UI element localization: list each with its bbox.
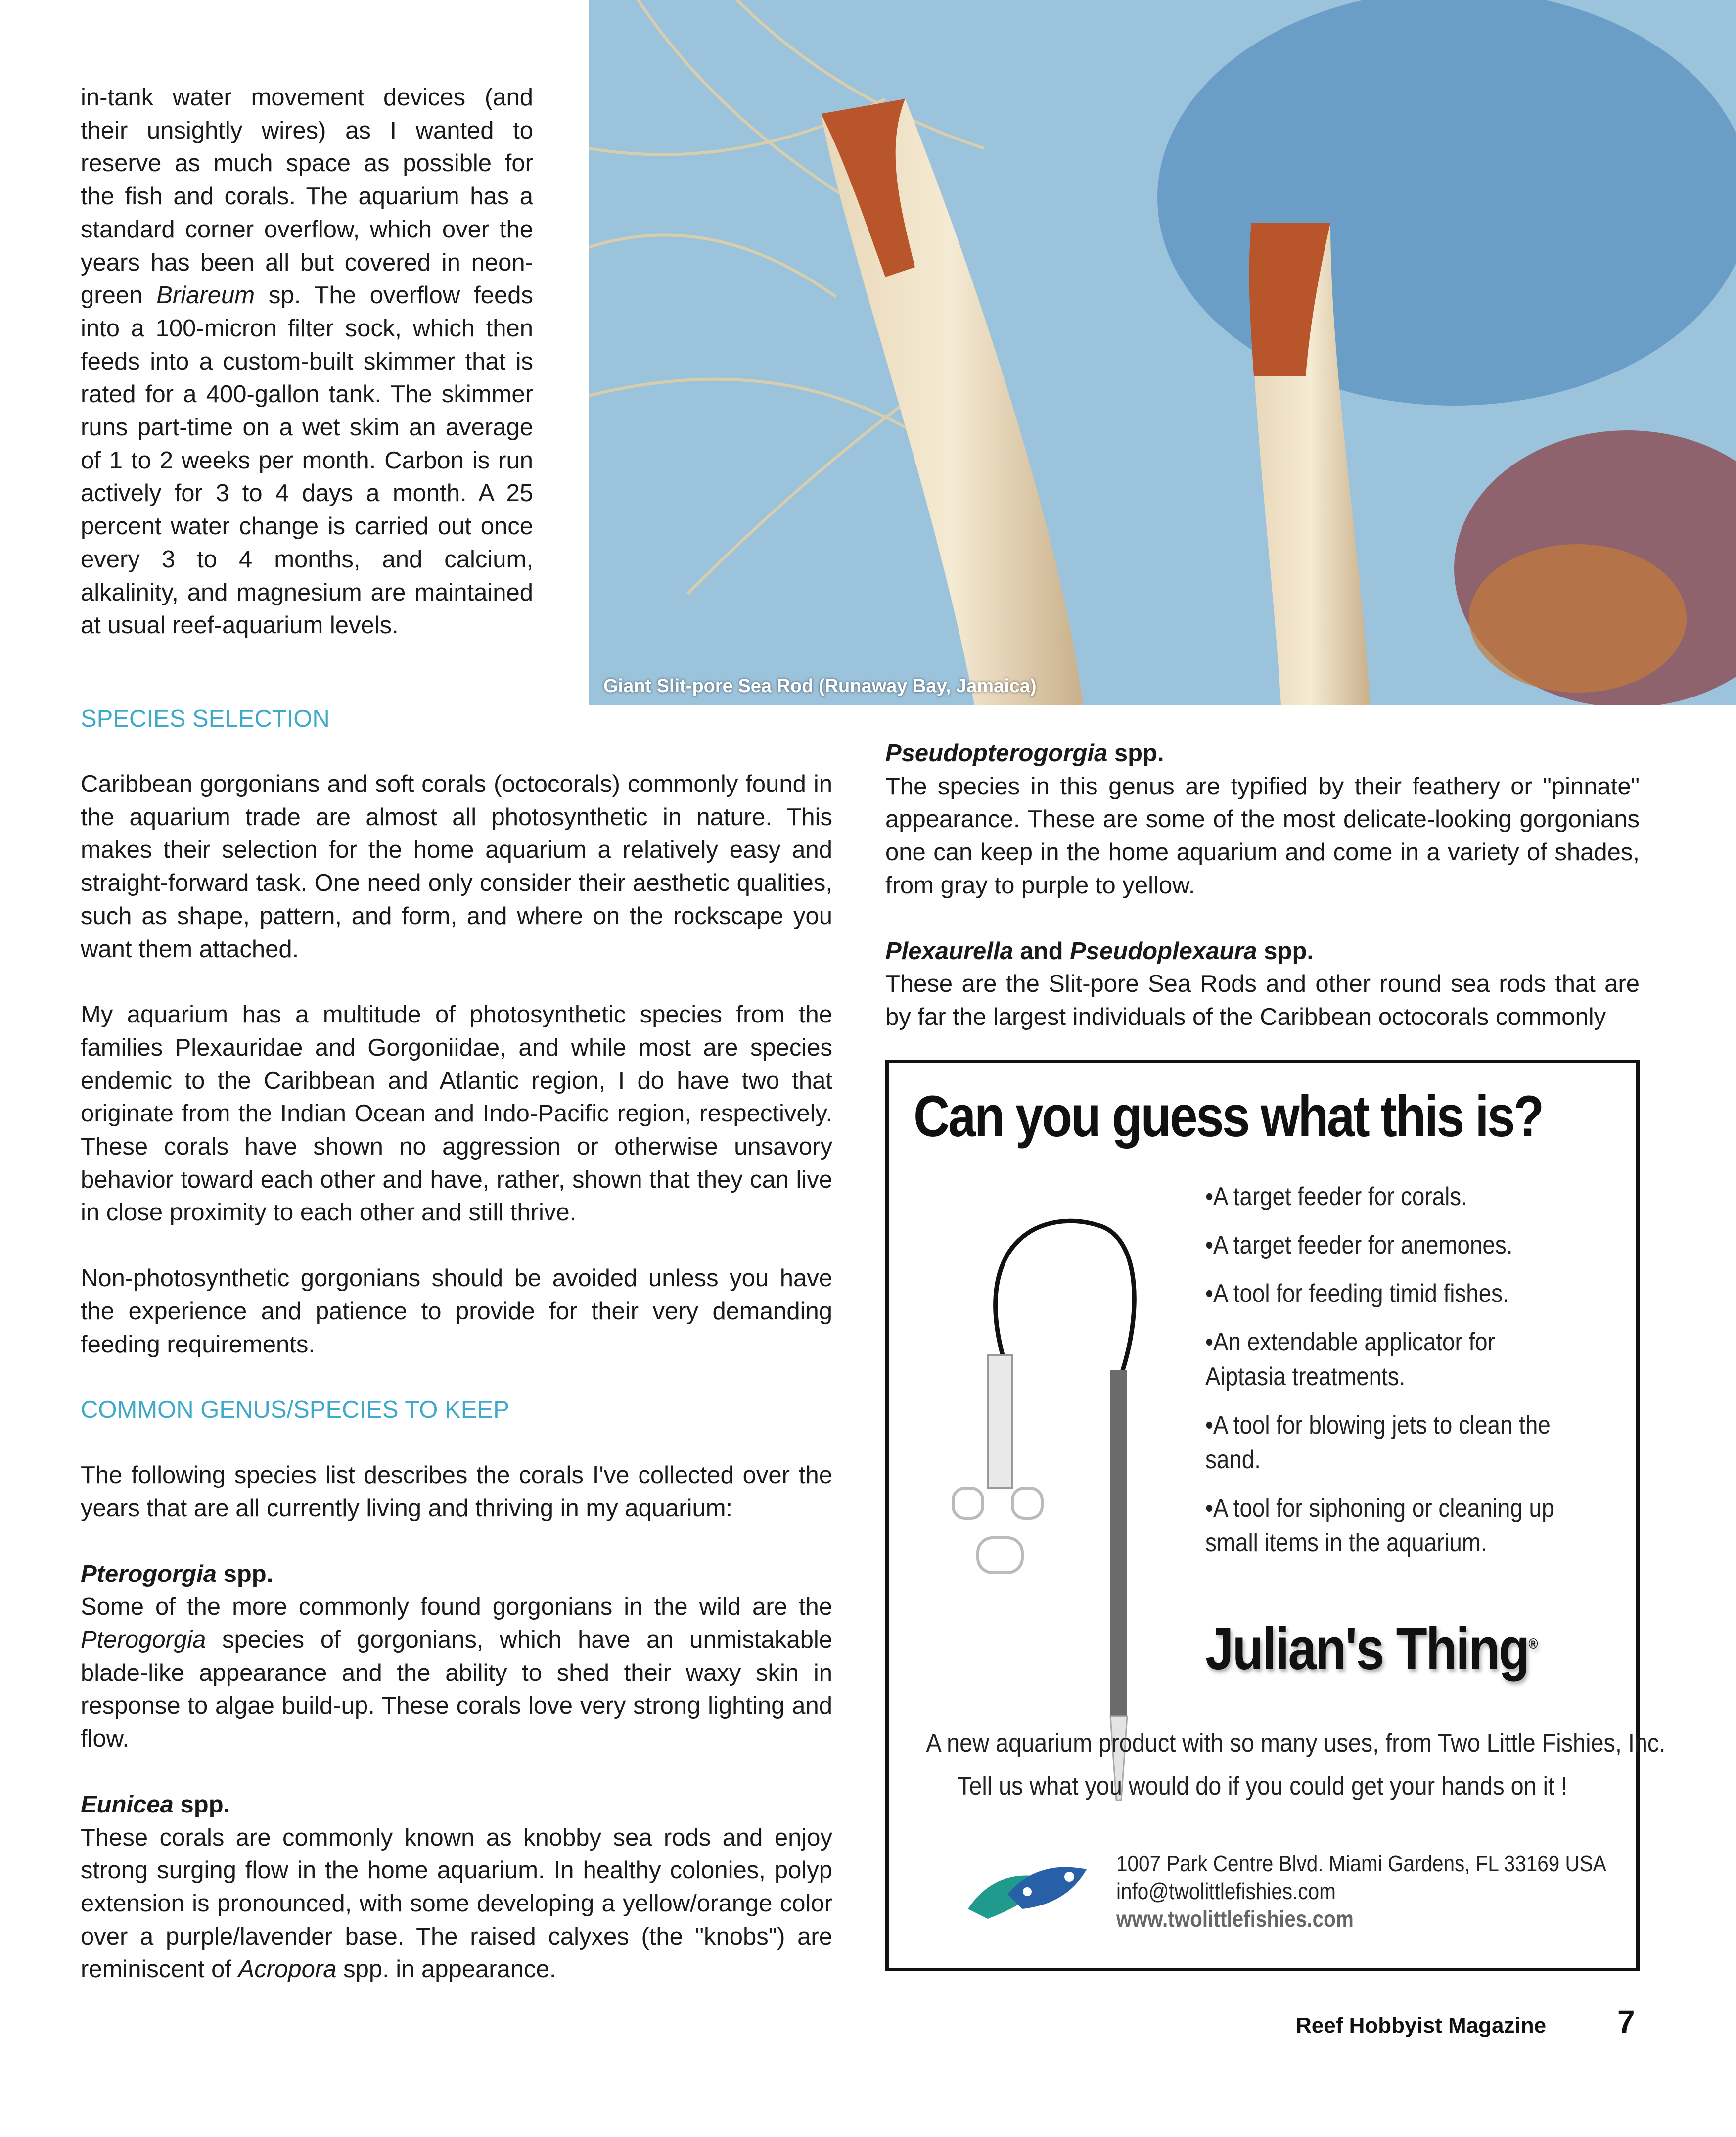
section-heading-species-selection: SPECIES SELECTION (81, 705, 330, 732)
ad-bullet: • A target feeder for anemones. (1205, 1228, 1562, 1262)
intro-column (81, 81, 533, 642)
ad-bullet: • A target feeder for corals. (1205, 1179, 1562, 1214)
pseudoplexaura-genus: Pseudoplexaura (1070, 937, 1257, 965)
species-heading-eunicea (81, 1788, 832, 1821)
plexaurella-suffix: spp. (1257, 937, 1314, 965)
footer-page-number: 7 (1617, 2004, 1635, 2040)
species-heading-pterogorgia (81, 1558, 832, 1591)
sea-rod-illustration (589, 0, 1736, 705)
two-little-fishies-logo-icon (953, 1850, 1101, 1929)
trademark-symbol: ® (1528, 1636, 1538, 1652)
ad-tagline-1: A new aquarium product with so many uses, from Two Little Fishies, Inc. (926, 1729, 1666, 1758)
eunicea-genus: Eunicea (81, 1791, 174, 1818)
pterogorgia-suffix: spp. (216, 1560, 274, 1587)
syringe-icon (943, 1192, 1151, 1805)
plexaurella-and: and (1013, 937, 1070, 965)
ad-bullet: • A tool for siphoning or cleaning up small items in the aquarium. (1205, 1491, 1562, 1560)
species-selection-paragraph-3: Non-photosynthetic gorgonians should be avoided unless you have the experience and patience to provide for their very demanding feeding requirements. (81, 1265, 832, 1358)
left-column (81, 702, 832, 1986)
eunicea-italic: Acropora (238, 1956, 337, 1983)
pterogorgia-description (81, 1590, 832, 1756)
ad-bullet: • A tool for feeding timid fishes. (1205, 1276, 1562, 1311)
ad-contact-block (1116, 1850, 1606, 1933)
intro-italic: Briareum (156, 282, 255, 309)
eunicea-description (81, 1821, 832, 1987)
pseudopterogorgia-genus: Pseudopterogorgia (885, 740, 1108, 767)
species-selection-paragraph-1: Caribbean gorgonians and soft corals (octocorals) commonly found in the aquarium trade are almost all photosynthetic in nature. This makes their selection for the home aquarium a relatively easy and straight-forward task. One need only consider their aesthetic qualities, such as shape, pattern, and form, and where on the rockscape you want them attached. (81, 771, 832, 963)
intro-text-2: sp. The overflow feeds into a 100-micron filter sock, which then feeds into a custom-built skimmer that is rated for a 400-gallon tank. The skimmer runs part-time on a wet skim an average of 1 to 2 weeks per month. Carbon is run actively for 3 to 4 days a month. A 25 percent water change is carried out once every 3 to 4 months, and calcium, alkalinity, and magnesium are maintained at usual reef-aquarium levels. (81, 282, 534, 639)
ad-email[interactable]: info@twolittlefishies.com (1116, 1878, 1336, 1904)
eunicea-suffix: spp. (173, 1791, 230, 1818)
species-heading-plexaurella (885, 935, 1640, 968)
ad-bullet: • An extendable applicator for Aiptasia treatments. (1205, 1325, 1562, 1394)
ad-address: 1007 Park Centre Blvd. Miami Gardens, FL 33169 USA (1116, 1851, 1606, 1876)
section-heading-common-genus: COMMON GENUS/SPECIES TO KEEP (81, 1396, 509, 1424)
ad-tagline-2: Tell us what you would do if you could get your hands on it ! (957, 1772, 1568, 1801)
coral-photo (589, 0, 1736, 705)
ad-product-name (1205, 1615, 1538, 1683)
product-name-text: Julian's Thing (1205, 1616, 1529, 1682)
pseudopterogorgia-suffix: spp. (1107, 740, 1164, 767)
ad-bullet: • A tool for blowing jets to clean the sand. (1205, 1408, 1562, 1477)
footer-magazine-name: Reef Hobbyist Magazine (1296, 2013, 1547, 2038)
photo-caption: Giant Slit-pore Sea Rod (Runaway Bay, Jamaica) (603, 676, 1037, 697)
pterogorgia-text-a: Some of the more commonly found gorgonians in the wild are the (81, 1593, 832, 1621)
pterogorgia-genus: Pterogorgia (81, 1560, 217, 1587)
eunicea-text-b: spp. in appearance. (336, 1956, 556, 1983)
intro-paragraph (81, 81, 533, 642)
common-genus-intro: The following species list describes the corals I've collected over the years that are all currently living and thriving in my aquarium: (81, 1462, 832, 1522)
species-heading-pseudopterogorgia (885, 737, 1640, 770)
species-selection-paragraph-2: My aquarium has a multitude of photosynthetic species from the families Plexauridae and Gorgoniidae, and while most are species endemic to the Caribbean and Atlantic region, I do have two that originate from the Indian Ocean and Indo-Pacific region, respectively. These corals have shown no aggression or otherwise unsavory behavior toward each other and have, rather, shown that they can live in close proximity to each other and still thrive. (81, 1001, 832, 1226)
plexaurella-description: These are the Slit-pore Sea Rods and other round sea rods that are by far the largest individuals of the Caribbean octocorals commonly (885, 971, 1640, 1030)
right-column (885, 737, 1640, 1034)
ad-website-link[interactable]: www.twolittlefishies.com (1116, 1906, 1354, 1932)
ad-bullet-list (1205, 1179, 1611, 1574)
julians-thing-advertisement[interactable] (885, 1060, 1666, 1971)
plexaurella-genus: Plexaurella (885, 937, 1013, 965)
intro-text: in-tank water movement devices (and their unsightly wires) as I wanted to reserve as much space as possible for the fish and corals. The aquarium has a standard corner overflow, which over the years has been all but covered in neon-green (81, 84, 533, 309)
eunicea-text-a: These corals are commonly known as knobby sea rods and enjoy strong surging flow in the home aquarium. In healthy colonies, polyp extension is pronounced, with some developing a yellow/orange color over a purple/lavender base. The raised calyxes (the "knobs") are reminiscent of (81, 1824, 832, 1983)
pterogorgia-text-b: species of gorgonians, which have an unmistakable blade-like appearance and the ability to shed their waxy skin in response to algae build-up. These corals love very strong lighting and flow. (81, 1626, 832, 1753)
pseudopterogorgia-description: The species in this genus are typified by their feathery or "pinnate" appearance. These are some of the most delicate-looking gorgonians one can keep in the home aquarium and come in a variety of shades, from gray to purple to yellow. (885, 773, 1640, 899)
pterogorgia-italic: Pterogorgia (81, 1626, 206, 1654)
ad-headline: Can you guess what this is? (914, 1084, 1543, 1149)
